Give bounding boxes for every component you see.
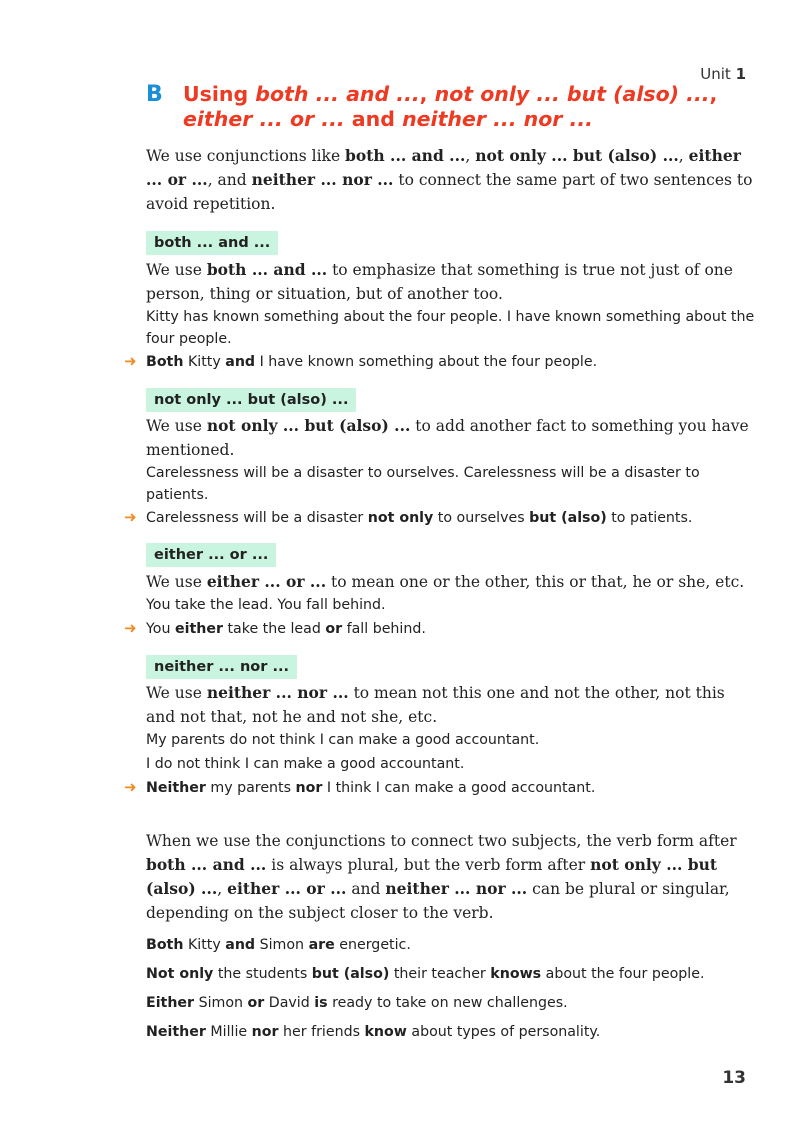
bold-term: Either <box>146 995 195 1011</box>
title-line-1 <box>183 82 743 107</box>
text-run: to add another fact to something you have mentioned. <box>146 417 749 459</box>
text-run: You take the lead. You fall behind. <box>146 597 386 613</box>
text-run: ready to take on new challenges. <box>327 995 568 1011</box>
bold-term: and <box>225 937 256 953</box>
text-run: , <box>709 82 718 106</box>
agreement-example-3 <box>146 992 756 1014</box>
bold-term: Neither <box>146 780 206 796</box>
text-run: my parents <box>205 780 296 796</box>
text-run: to connect the same part of two sentences to avoid repetition. <box>146 171 753 213</box>
arrow-icon: ➜ <box>124 352 137 370</box>
bold-term: either ... or ... <box>227 879 347 898</box>
example-not-only <box>146 462 756 506</box>
text-run: the students <box>213 966 312 982</box>
text-run: We use <box>146 261 207 279</box>
text-run: I think I can make a good accountant. <box>322 780 596 796</box>
text-run: Kitty <box>183 354 226 370</box>
bold-term: either ... or ... <box>206 572 327 591</box>
text-run: , <box>678 147 689 165</box>
bold-term: both ... and ... <box>345 146 466 165</box>
explain-not-only <box>146 414 756 462</box>
text-run: When we use the conjunctions to connect two subjects, the verb form after <box>146 832 737 850</box>
text-run: to emphasize that something is true not just of one person, thing or situation, but of another too. <box>146 261 733 303</box>
bold-term: knows <box>490 966 542 982</box>
label-neither-nor: neither ... nor ... <box>146 655 297 679</box>
text-run: We use <box>146 684 207 702</box>
text-run: Carelessness will be a disaster to ourselves. Carelessness will be a disaster to patients. <box>146 465 700 503</box>
agreement-example-4 <box>146 1021 756 1043</box>
explain-neither-nor <box>146 681 756 729</box>
agreement-example-1 <box>146 934 756 956</box>
text-run: Simon <box>255 937 309 953</box>
result-either-or <box>146 618 756 640</box>
example-both-and <box>146 306 756 350</box>
text-run: Simon <box>194 995 248 1011</box>
text-run: is always plural, but the verb form after <box>266 856 591 874</box>
bold-term: is <box>314 995 328 1011</box>
text-run: energetic. <box>334 937 411 953</box>
bold-term: know <box>364 1024 407 1040</box>
text-run: David <box>264 995 315 1011</box>
bold-term: nor <box>251 1024 279 1040</box>
unit-indicator <box>700 65 746 83</box>
section-letter: B <box>146 82 163 107</box>
bold-term: or <box>247 995 265 1011</box>
text-run: My parents do not think I can make a good accountant. <box>146 732 540 748</box>
text-run: and <box>344 107 403 131</box>
text-run: We use <box>146 417 207 435</box>
arrow-icon: ➜ <box>124 508 137 526</box>
example-neither-nor-2 <box>146 753 756 775</box>
text-run: , <box>217 880 228 898</box>
bold-term: or <box>325 621 343 637</box>
text-run: Kitty has known something about the four people. I have known something about the four people. <box>146 309 755 347</box>
bold-term: Neither <box>146 1024 206 1040</box>
bold-term: and <box>225 354 256 370</box>
italic-term: not only ... but (also) ... <box>434 82 710 106</box>
result-not-only <box>146 507 756 529</box>
text-run: , <box>465 147 476 165</box>
text-run: fall behind. <box>342 621 426 637</box>
text-run: about the four people. <box>541 966 705 982</box>
bold-term: neither ... nor ... <box>385 879 528 898</box>
text-run: and <box>346 880 386 898</box>
bold-term: either <box>174 621 223 637</box>
bold-term: both ... and ... <box>146 855 267 874</box>
text-run: , <box>419 82 435 106</box>
text-run: Millie <box>205 1024 252 1040</box>
bold-term: nor <box>295 780 323 796</box>
arrow-icon: ➜ <box>124 778 137 796</box>
text-run: to ourselves <box>433 510 530 526</box>
bold-term: not only <box>367 510 434 526</box>
bold-term: not only ... but (also) ... <box>475 146 679 165</box>
text-run: Using <box>183 82 256 106</box>
text-run: You <box>146 621 175 637</box>
result-neither-nor <box>146 777 756 799</box>
text-run: We use <box>146 573 207 591</box>
explain-both-and <box>146 258 756 306</box>
bold-term: not only ... but (also) ... <box>146 855 718 898</box>
text-run: her friends <box>278 1024 365 1040</box>
bold-term: both ... and ... <box>206 260 328 279</box>
text-run: We use conjunctions like <box>146 147 346 165</box>
italic-term: neither ... nor ... <box>402 107 593 131</box>
text-run: I have known something about the four people. <box>255 354 598 370</box>
bold-term: Both <box>146 937 184 953</box>
label-either-or: either ... or ... <box>146 543 276 567</box>
bold-term: neither ... nor ... <box>206 683 349 702</box>
text-run: take the lead <box>222 621 326 637</box>
bold-term: but (also) <box>311 966 390 982</box>
text-run: about types of personality. <box>406 1024 601 1040</box>
example-either-or <box>146 594 756 616</box>
section-title <box>183 82 743 132</box>
bold-term: not only ... but (also) ... <box>206 416 411 435</box>
text-run: Kitty <box>183 937 226 953</box>
text-run: , and <box>207 171 252 189</box>
arrow-icon: ➜ <box>124 619 137 637</box>
example-neither-nor-1 <box>146 729 756 751</box>
italic-term: both ... and ... <box>255 82 420 106</box>
agreement-paragraph <box>146 829 756 925</box>
title-line-2 <box>183 107 743 132</box>
intro-paragraph <box>146 144 756 216</box>
text-run: to patients. <box>606 510 693 526</box>
bold-term: Both <box>146 354 184 370</box>
label-both-and: both ... and ... <box>146 231 278 255</box>
text-run: can be plural or singular, depending on the subject closer to the verb. <box>146 880 730 922</box>
bold-term: either ... or ... <box>146 146 741 189</box>
bold-term: are <box>308 937 335 953</box>
bold-term: neither ... nor ... <box>251 170 394 189</box>
text-run: to mean one or the other, this or that, he or she, etc. <box>326 573 745 591</box>
text-run: Carelessness will be a disaster <box>146 510 368 526</box>
page-number: 13 <box>722 1068 746 1088</box>
label-not-only: not only ... but (also) ... <box>146 388 356 412</box>
italic-term: either ... or ... <box>183 107 345 131</box>
explain-either-or <box>146 570 756 594</box>
agreement-example-2 <box>146 963 756 985</box>
result-both-and <box>146 351 756 373</box>
bold-term: but (also) <box>529 510 607 526</box>
text-run: I do not think I can make a good accountant. <box>146 756 465 772</box>
unit-number: 1 <box>735 65 746 83</box>
unit-word: Unit <box>700 65 731 83</box>
text-run: to mean not this one and not the other, not this and not that, not he and not she, etc. <box>146 684 725 726</box>
bold-term: Not only <box>146 966 214 982</box>
text-run: their teacher <box>389 966 491 982</box>
